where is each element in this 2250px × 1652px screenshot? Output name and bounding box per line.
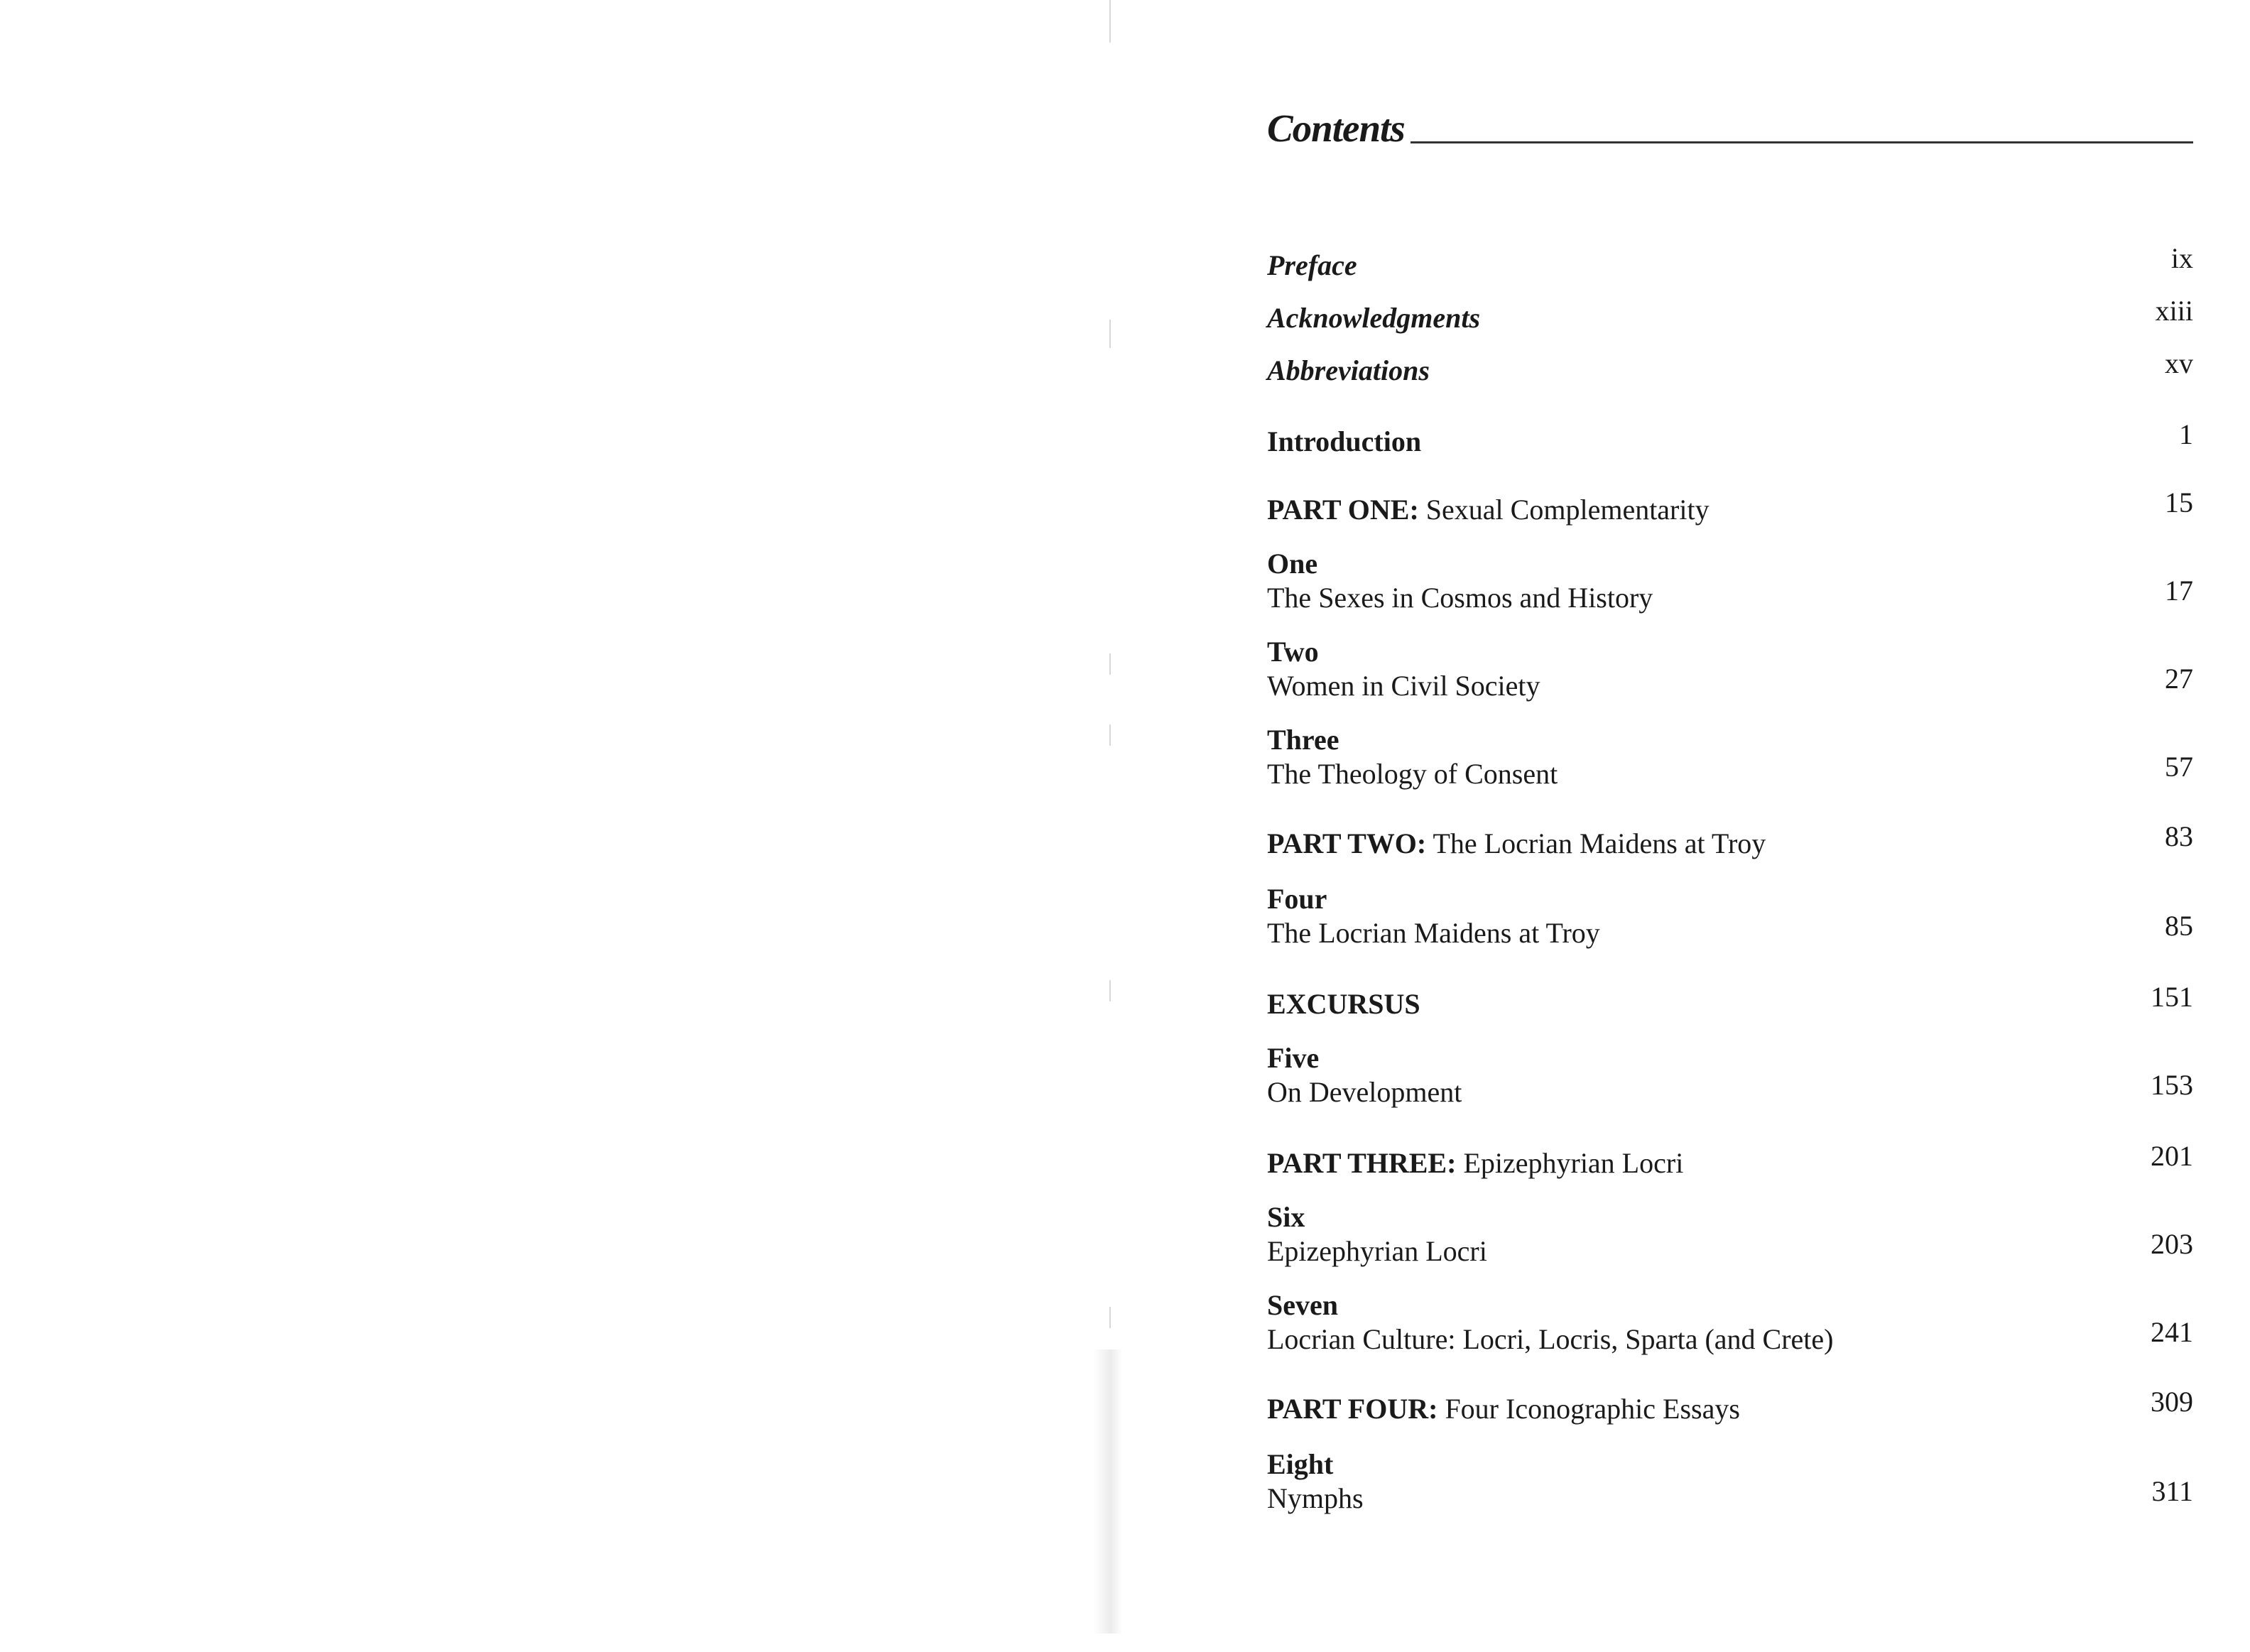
entry-page-number: 83 xyxy=(2165,820,2193,852)
chapter-number: Seven xyxy=(1267,1289,1338,1321)
entry-title xyxy=(1267,827,2193,861)
entry-page-number: 85 xyxy=(2165,910,2193,942)
contents-page xyxy=(1267,0,2193,1652)
entry-page-number: ix xyxy=(2170,242,2193,274)
entry-page-number: 203 xyxy=(2151,1228,2193,1260)
chapter-number: Three xyxy=(1267,724,1339,756)
book-gutter xyxy=(1094,0,1122,1652)
entry-page-number: 57 xyxy=(2165,751,2193,783)
entry-page-number: 241 xyxy=(2151,1316,2193,1348)
chapter-title: The Sexes in Cosmos and History xyxy=(1267,582,1653,614)
chapter-title: Women in Civil Society xyxy=(1267,670,1540,702)
contents-heading xyxy=(1267,97,2193,148)
chapter-number: Two xyxy=(1267,636,1319,668)
chapter-title: Epizephyrian Locri xyxy=(1267,1235,1487,1267)
part-title: Epizephyrian Locri xyxy=(1463,1147,1684,1179)
entry-title: Preface xyxy=(1267,249,1357,281)
entry-title: Introduction xyxy=(1267,425,1422,457)
toc-entry-preface[interactable] xyxy=(1267,242,2193,283)
chapter-title: The Locrian Maidens at Troy xyxy=(1267,917,1600,949)
entry-page-number: 309 xyxy=(2151,1386,2193,1418)
entry-title xyxy=(1267,493,2193,527)
part-label: PART THREE: xyxy=(1267,1147,1457,1179)
entry-title: Abbreviations xyxy=(1267,354,1430,386)
gutter-mark xyxy=(1109,0,1111,43)
toc-entry-chapter-two[interactable] xyxy=(1267,635,2193,703)
gutter-mark xyxy=(1109,980,1111,1001)
entry-title xyxy=(1267,1392,2193,1426)
gutter-mark xyxy=(1109,653,1111,675)
part-label: PART TWO: xyxy=(1267,827,1427,859)
gutter-mark xyxy=(1109,1307,1111,1328)
gutter-shadow xyxy=(1094,1349,1122,1634)
part-label: PART FOUR: xyxy=(1267,1393,1438,1425)
toc-entry-part-four[interactable] xyxy=(1267,1386,2193,1426)
toc-entry-chapter-five[interactable] xyxy=(1267,1041,2193,1109)
toc-entry-part-one[interactable] xyxy=(1267,487,2193,527)
part-title: Sexual Complementarity xyxy=(1425,494,1710,526)
toc-entry-excursus[interactable] xyxy=(1267,981,2193,1021)
toc-entry-part-two[interactable] xyxy=(1267,820,2193,861)
entry-page-number: xiii xyxy=(2155,295,2193,327)
entry-page-number: 201 xyxy=(2151,1140,2193,1172)
chapter-title: Nymphs xyxy=(1267,1482,1364,1514)
toc-entry-chapter-four[interactable] xyxy=(1267,882,2193,950)
gutter-mark xyxy=(1109,320,1111,348)
part-title: The Locrian Maidens at Troy xyxy=(1433,827,1766,859)
chapter-number: One xyxy=(1267,548,1318,580)
toc-entry-part-three[interactable] xyxy=(1267,1140,2193,1180)
entry-page-number: 311 xyxy=(2151,1475,2193,1507)
chapter-title: Locrian Culture: Locri, Locris, Sparta (and Crete) xyxy=(1267,1323,1834,1355)
chapter-title: The Theology of Consent xyxy=(1267,758,1558,790)
entry-page-number: 17 xyxy=(2165,575,2193,607)
page-title: Contents xyxy=(1267,107,1405,150)
chapter-number: Six xyxy=(1267,1201,1305,1233)
chapter-title: On Development xyxy=(1267,1076,1462,1108)
entry-page-number: 153 xyxy=(2151,1069,2193,1101)
toc-entry-chapter-six[interactable] xyxy=(1267,1200,2193,1268)
entry-page-number: xv xyxy=(2165,347,2193,379)
entry-title: EXCURSUS xyxy=(1267,988,1420,1020)
entry-page-number: 1 xyxy=(2179,418,2193,450)
heading-rule xyxy=(1411,141,2193,143)
entry-title: Acknowledgments xyxy=(1267,302,1481,334)
toc-entry-chapter-one[interactable] xyxy=(1267,547,2193,615)
entry-title xyxy=(1267,1146,2193,1180)
toc-entry-chapter-eight[interactable] xyxy=(1267,1447,2193,1516)
gutter-mark xyxy=(1109,724,1111,746)
part-label: PART ONE: xyxy=(1267,494,1419,526)
part-title: Four Iconographic Essays xyxy=(1445,1393,1740,1425)
entry-page-number: 15 xyxy=(2165,487,2193,518)
toc-entry-chapter-three[interactable] xyxy=(1267,723,2193,791)
chapter-number: Five xyxy=(1267,1042,1320,1074)
toc-entry-chapter-seven[interactable] xyxy=(1267,1288,2193,1357)
toc-entry-acknowledgments[interactable] xyxy=(1267,295,2193,335)
chapter-number: Eight xyxy=(1267,1448,1334,1480)
toc-entry-introduction[interactable] xyxy=(1267,418,2193,459)
chapter-number: Four xyxy=(1267,883,1327,915)
toc-entry-abbreviations[interactable] xyxy=(1267,347,2193,388)
entry-page-number: 151 xyxy=(2151,981,2193,1013)
entry-page-number: 27 xyxy=(2165,663,2193,695)
